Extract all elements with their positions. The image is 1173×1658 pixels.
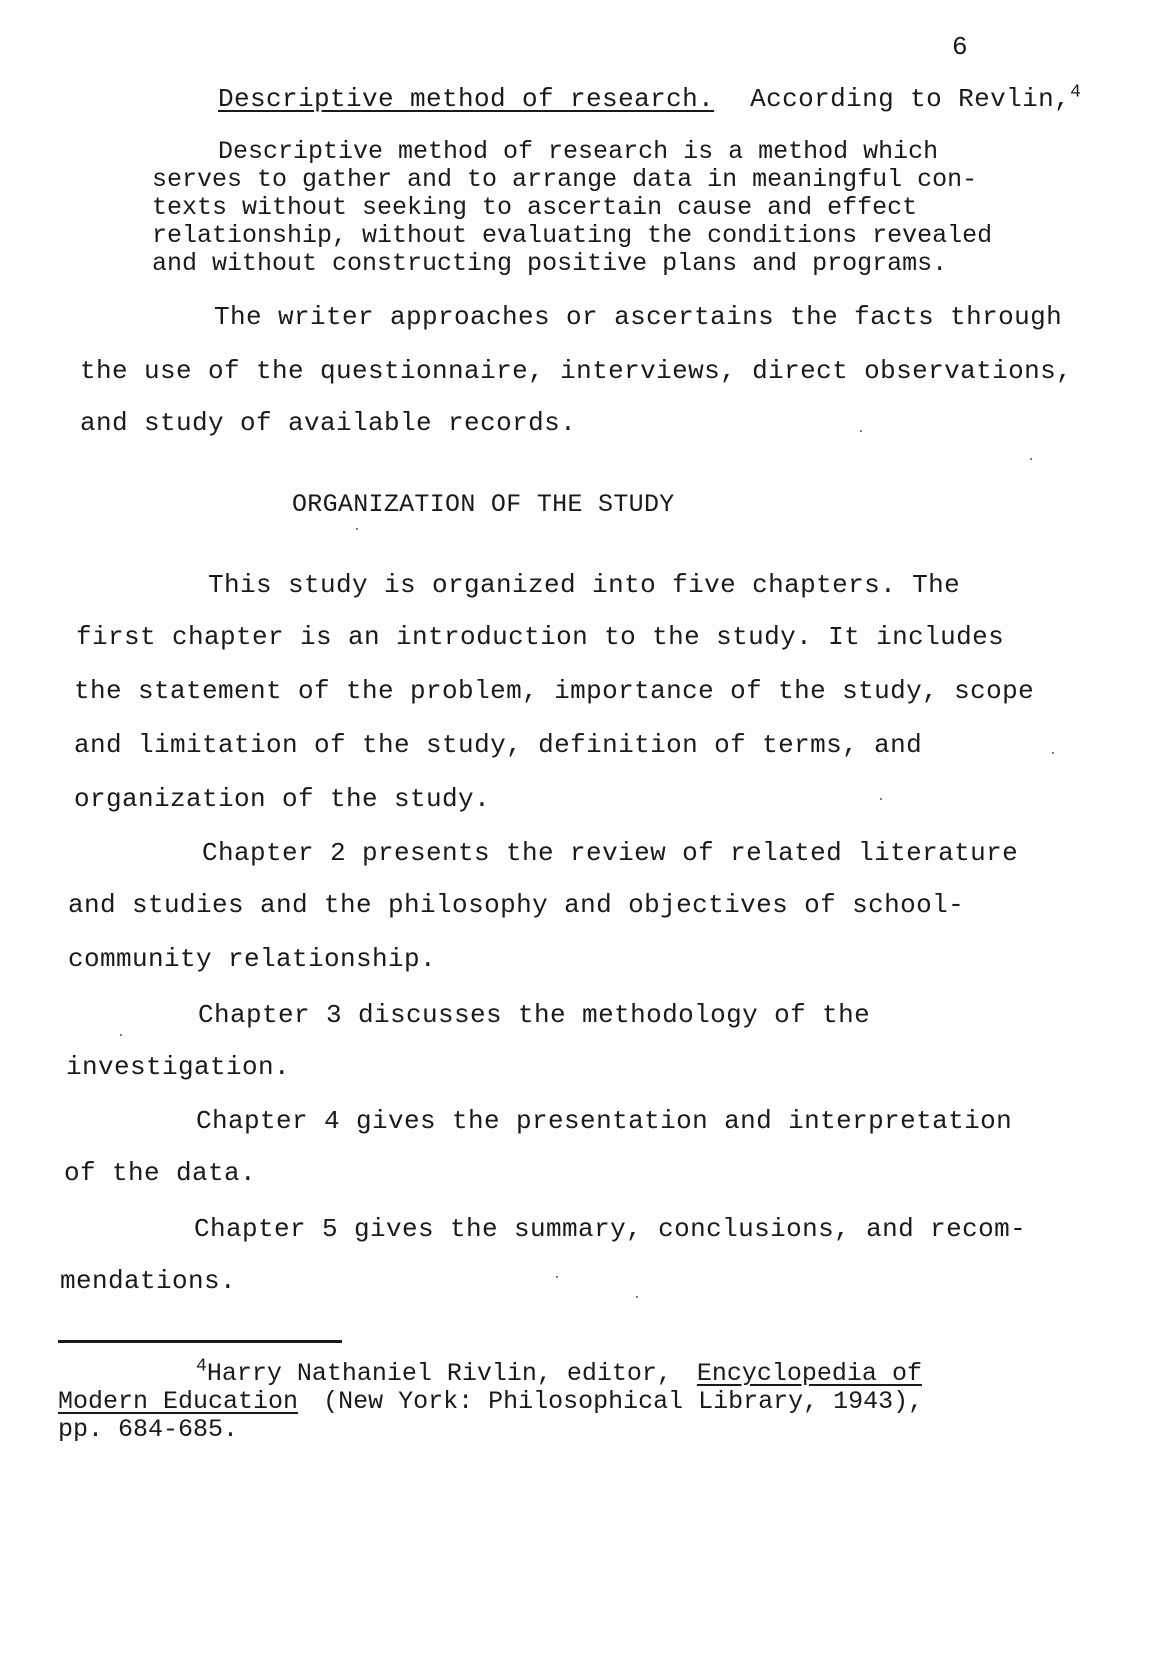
descriptive-heading: Descriptive method of research. — [218, 84, 715, 114]
paragraph-line: Chapter 2 presents the review of related literature — [202, 838, 1019, 868]
footnote-author: Harry Nathaniel Rivlin, editor, — [206, 1359, 672, 1388]
block-quote-line: Descriptive method of research is a method which — [218, 137, 939, 166]
paragraph-line: Chapter 5 gives the summary, conclusions, and recom- — [194, 1214, 1027, 1244]
paragraph-line: organization of the study. — [74, 784, 491, 814]
scan-speck — [880, 798, 882, 800]
footnote-line — [58, 1388, 923, 1416]
paragraph-line: The writer approaches or ascertains the facts through — [214, 302, 1063, 332]
block-quote-line: relationship, without evaluating the conditions revealed — [152, 221, 993, 250]
paragraph-line: mendations. — [60, 1266, 237, 1296]
paragraph-line: investigation. — [66, 1052, 291, 1082]
footnote-marker: 4 — [196, 1356, 207, 1377]
scan-speck — [860, 430, 862, 432]
scan-speck — [356, 528, 358, 530]
footnote-line: pp. 684-685. — [58, 1415, 239, 1444]
footnote-title-part1: Encyclopedia of — [696, 1359, 922, 1388]
footnote-ref: 4 — [1070, 82, 1082, 103]
block-quote-line: texts without seeking to ascertain cause and effect — [152, 193, 918, 222]
paragraph-line: and studies and the philosophy and objectives of school- — [68, 890, 965, 920]
footnote-rule — [58, 1340, 342, 1343]
descriptive-heading-line — [218, 84, 1081, 114]
paragraph-line: of the data. — [64, 1158, 257, 1188]
scan-speck — [1052, 752, 1054, 754]
footnote-title-part2: Modern Education — [58, 1387, 299, 1416]
paragraph-line: and limitation of the study, definition of terms, and — [74, 730, 923, 760]
descriptive-lead-in: According to Revlin, — [750, 84, 1071, 114]
paragraph-line: Chapter 4 gives the presentation and interpretation — [196, 1106, 1013, 1136]
paragraph-line: first chapter is an introduction to the study. It includes — [76, 622, 1005, 652]
scan-speck — [120, 1034, 122, 1036]
page-number: 6 — [952, 32, 969, 62]
block-quote-line: and without constructing positive plans and programs. — [152, 249, 948, 278]
paragraph-line: the use of the questionnaire, interviews, direct observations, — [80, 356, 1073, 386]
section-title: ORGANIZATION OF THE STUDY — [292, 490, 675, 519]
scan-speck — [636, 1296, 638, 1298]
scan-speck — [1030, 458, 1032, 460]
paragraph-line: Chapter 3 discusses the methodology of the — [198, 1000, 871, 1030]
paragraph-line: This study is organized into five chapters. The — [208, 570, 961, 600]
footnote-line — [196, 1356, 922, 1388]
block-quote-line: serves to gather and to arrange data in meaningful con- — [152, 165, 978, 194]
scan-speck — [556, 1276, 558, 1278]
footnote-publisher: (New York: Philosophical Library, 1943), — [323, 1387, 924, 1416]
paragraph-line: community relationship. — [68, 944, 437, 974]
paragraph-line: the statement of the problem, importance of the study, scope — [74, 676, 1035, 706]
paragraph-line: and study of available records. — [80, 408, 577, 438]
